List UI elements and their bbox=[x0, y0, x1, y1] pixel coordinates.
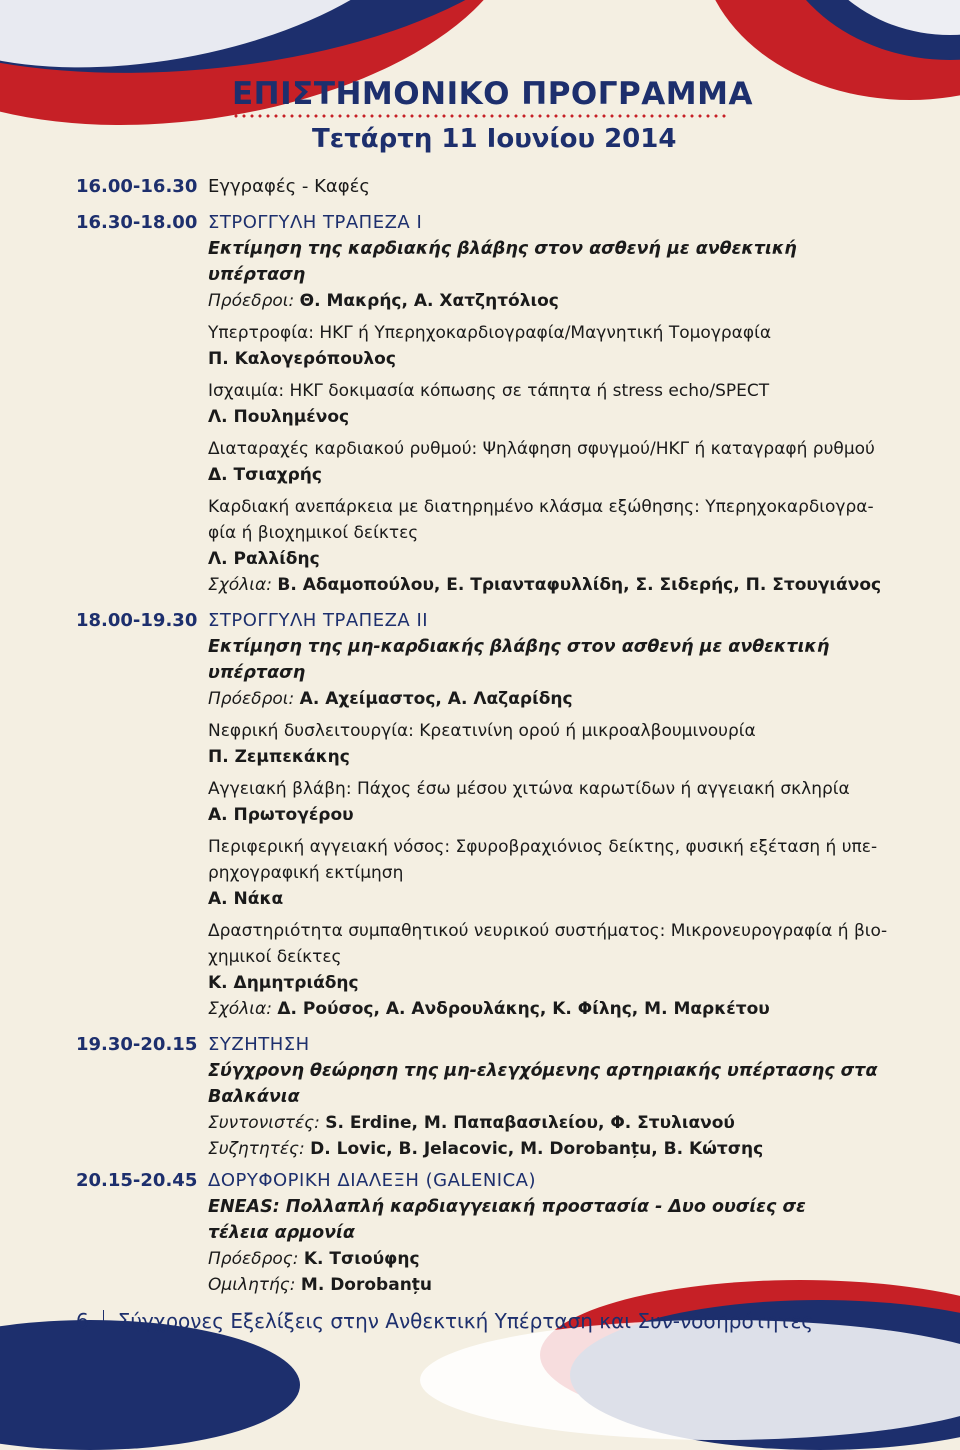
talk-title-continued: φία ή βιοχημικοί δείκτες bbox=[208, 523, 419, 543]
session-sponsor: (GALENICA) bbox=[419, 1170, 537, 1191]
session-discussion bbox=[76, 1032, 896, 1162]
page-number: 6 bbox=[76, 1309, 89, 1333]
session-time: 20.15-20.45 bbox=[76, 1170, 198, 1191]
title-dotted-divider bbox=[232, 114, 728, 118]
session-title: Εγγραφές - Καφές bbox=[208, 176, 370, 197]
talk-title: Διαταραχές καρδιακού ρυθμού: Ψηλάφηση σφυγμού/ΗΚΓ ή καταγραφή ρυθμού bbox=[208, 439, 875, 459]
talk-title: Αγγειακή βλάβη: Πάχος έσω μέσου χιτώνα καρωτίδων ή αγγειακή σκληρία bbox=[208, 779, 850, 799]
talk-title: Νεφρική δυσλειτουργία: Κρεατινίνη ορού ή μικροαλβουμινουρία bbox=[208, 721, 756, 741]
session-title: ΔΟΡΥΦΟΡΙΚΗ ΔΙΑΛΕΞΗ bbox=[208, 1170, 420, 1191]
footer-publication-title: Σύγχρονες Εξελίξεις στην Ανθεκτική Υπέρταση και Συν-νοσηρότητες bbox=[117, 1309, 813, 1333]
session-time: 19.30-20.15 bbox=[76, 1034, 198, 1055]
talk-title: Δραστηριότητα συμπαθητικού νευρικού συστήματος: Μικρονευρογραφία ή βιο- bbox=[208, 921, 888, 941]
programme bbox=[76, 174, 896, 1298]
talk-speaker: Λ. Ραλλίδης bbox=[208, 549, 320, 569]
session-topic: Εκτίμηση της μη-καρδιακής βλάβης στον ασθενή με ανθεκτική υπέρταση bbox=[208, 637, 830, 683]
session-chairs: Πρόεδροι: Θ. Μακρής, Α. Χατζητόλιος bbox=[208, 291, 559, 311]
talk-title: Υπερτροφία: ΗΚΓ ή Υπερηχοκαρδιογραφία/Μαγνητική Τομογραφία bbox=[208, 323, 772, 343]
talk-speaker: Λ. Πουλημένος bbox=[208, 407, 350, 427]
page-date: Τετάρτη 11 Ιουνίου 2014 bbox=[312, 124, 677, 154]
talk-speaker: Α. Νάκα bbox=[208, 889, 284, 909]
footer-separator bbox=[103, 1310, 104, 1332]
session-satellite-lecture bbox=[76, 1168, 896, 1298]
session-comments: Σχόλια: Β. Αδαμοπούλου, Ε. Τριανταφυλλίδη, Σ. Σιδερής, Π. Στουγιάνος bbox=[208, 575, 882, 595]
footer-decoration-white bbox=[420, 1320, 960, 1440]
session-registration bbox=[76, 174, 896, 200]
session-speaker: Ομιλητής: M. Dorobanțu bbox=[208, 1275, 433, 1295]
talk-title-continued: ρηχογραφική εκτίμηση bbox=[208, 863, 404, 883]
session-discussants: Συζητητές: D. Lovic, B. Jelacovic, M. Dorobanțu, Β. Κώτσης bbox=[208, 1139, 764, 1159]
session-topic-continued: τέλεια αρμονία bbox=[208, 1223, 355, 1243]
talk-title: Περιφερική αγγειακή νόσος: Σφυροβραχιόνιος δείκτης, φυσική εξέταση ή υπε- bbox=[208, 837, 878, 857]
talk-speaker: Κ. Δημητριάδης bbox=[208, 973, 359, 993]
page-footer bbox=[76, 1309, 813, 1333]
session-topic: Εκτίμηση της καρδιακής βλάβης στον ασθενή με ανθεκτική υπέρταση bbox=[208, 239, 797, 285]
session-chair: Πρόεδρος: Κ. Τσιούφης bbox=[208, 1249, 420, 1269]
talk-title: Καρδιακή ανεπάρκεια με διατηρημένο κλάσμα εξώθησης: Υπερηχοκαρδιογρα- bbox=[208, 497, 874, 517]
session-topic-continued: Βαλκάνια bbox=[208, 1087, 300, 1107]
talk-speaker: Π. Ζεμπεκάκης bbox=[208, 747, 350, 767]
page-title: ΕΠΙΣΤΗΜΟΝΙΚΟ ΠΡΟΓΡΑΜΜΑ bbox=[232, 76, 753, 112]
session-comments: Σχόλια: Δ. Ρούσος, Α. Ανδρουλάκης, Κ. Φίλης, Μ. Μαρκέτου bbox=[208, 999, 770, 1019]
session-round-table-1 bbox=[76, 210, 896, 598]
session-round-table-2 bbox=[76, 608, 896, 1022]
talk-speaker: Π. Καλογερόπουλος bbox=[208, 349, 396, 369]
session-time: 18.00-19.30 bbox=[76, 610, 198, 631]
session-chairs: Πρόεδροι: Α. Αχείμαστος, Α. Λαζαρίδης bbox=[208, 689, 573, 709]
talk-title-continued: χημικοί δείκτες bbox=[208, 947, 342, 967]
session-topic: ENEAS: Πολλαπλή καρδιαγγειακή προστασία - Δυο ουσίες σε bbox=[208, 1197, 806, 1217]
talk-title: Ισχαιμία: ΗΚΓ δοκιμασία κόπωσης σε τάπητα ή stress echo/SPECT bbox=[208, 381, 770, 401]
session-coordinators: Συντονιστές: S. Erdine, Μ. Παπαβασιλείου, Φ. Στυλιανού bbox=[208, 1113, 735, 1133]
session-time: 16.30-18.00 bbox=[76, 212, 198, 233]
talk-speaker: Α. Πρωτογέρου bbox=[208, 805, 354, 825]
session-title: ΣΤΡΟΓΓΥΛΗ ΤΡΑΠΕΖΑ ΙΙ bbox=[208, 610, 429, 631]
session-title: ΣΤΡΟΓΓΥΛΗ ΤΡΑΠΕΖΑ Ι bbox=[208, 212, 423, 233]
talk-speaker: Δ. Τσιαχρής bbox=[208, 465, 322, 485]
session-time: 16.00-16.30 bbox=[76, 176, 198, 197]
session-topic: Σύγχρονη θεώρηση της μη-ελεγχόμενης αρτηριακής υπέρτασης στα bbox=[208, 1061, 878, 1081]
session-title: ΣΥΖΗΤΗΣΗ bbox=[208, 1034, 310, 1055]
